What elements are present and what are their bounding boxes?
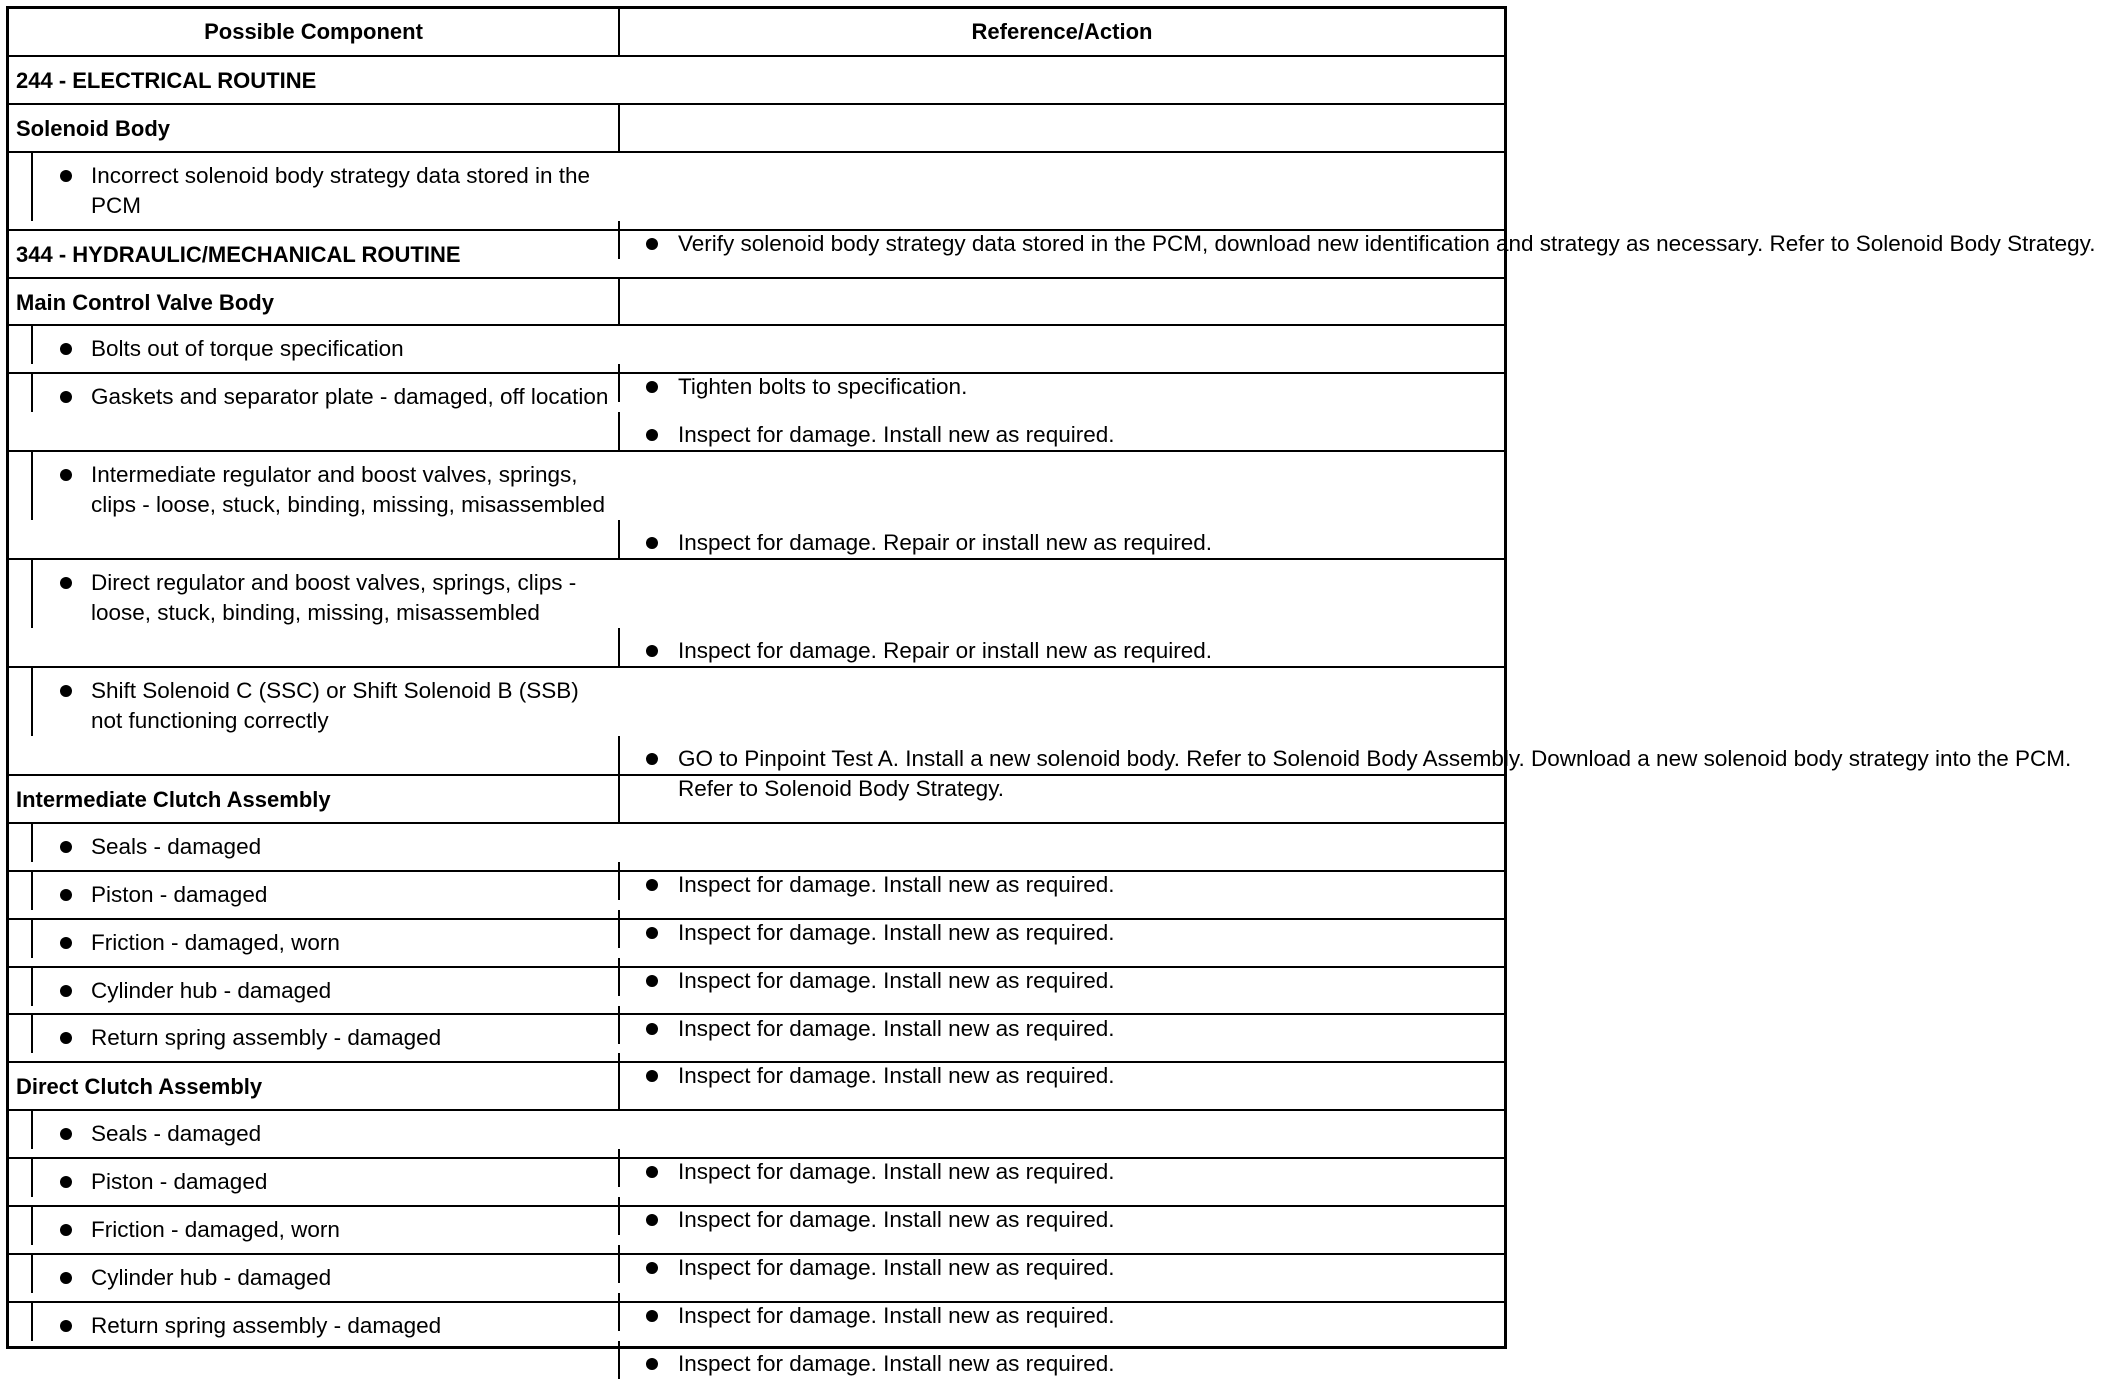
- bullet-icon: [646, 645, 658, 657]
- indent-cell: [9, 1255, 31, 1301]
- action-cell: [618, 628, 2113, 666]
- component-cell: [31, 968, 618, 1006]
- action-cell: [618, 1341, 2113, 1379]
- indent-cell: [9, 920, 31, 966]
- bullet-icon: [60, 1320, 72, 1332]
- action-text: GO to Pinpoint Test A. Install a new solenoid body. Refer to Solenoid Body Assembly. Download a new solenoid body strategy into the PCM. Refer to Solenoid Body Strategy.: [678, 746, 2072, 801]
- component-text: Cylinder hub - damaged: [91, 1265, 332, 1290]
- action-text: Verify solenoid body strategy data stored in the PCM, download new identification and strategy as necessary. Refer to Solenoid Body Strategy.: [678, 231, 2096, 256]
- component-cell: [31, 1159, 618, 1197]
- component-cell: [31, 1111, 618, 1149]
- subsection-row: [9, 774, 1504, 822]
- action-text: Inspect for damage. Install new as required.: [678, 920, 1115, 945]
- bullet-icon: [60, 1224, 72, 1236]
- action-text: Inspect for damage. Install new as required.: [678, 872, 1115, 897]
- indent-cell: [9, 1303, 31, 1346]
- component-cell: [31, 1303, 618, 1341]
- component-cell: [31, 1015, 618, 1053]
- bullet-icon: [60, 577, 72, 589]
- subsection-row: [9, 1061, 1504, 1109]
- bullet-icon: [646, 429, 658, 441]
- action-text: Inspect for damage. Install new as required.: [678, 1207, 1115, 1232]
- action-text: Inspect for damage. Install new as required.: [678, 422, 1115, 447]
- indent-cell: [9, 824, 31, 870]
- component-text: Piston - damaged: [91, 882, 268, 907]
- indent-cell: [9, 1159, 31, 1205]
- indent-cell: [9, 668, 31, 774]
- component-text: Incorrect solenoid body strategy data stored in the PCM: [91, 163, 591, 218]
- action-text: Inspect for damage. Install new as required.: [678, 1303, 1115, 1328]
- component-cell: [31, 920, 618, 958]
- section-title: 244 - ELECTRICAL ROUTINE: [16, 68, 317, 93]
- empty-action-cell: [618, 279, 1504, 324]
- component-text: Friction - damaged, worn: [91, 1217, 340, 1242]
- bullet-icon: [60, 985, 72, 997]
- subsection-title: Direct Clutch Assembly: [16, 1074, 263, 1099]
- table-row: [9, 450, 1504, 558]
- empty-action-cell: [618, 105, 1504, 151]
- component-cell: [31, 1207, 618, 1245]
- section-row: [9, 55, 1504, 103]
- table-row: [9, 558, 1504, 666]
- bullet-icon: [646, 753, 658, 765]
- action-text: Inspect for damage. Install new as required.: [678, 968, 1115, 993]
- component-text: Seals - damaged: [91, 1121, 262, 1146]
- empty-action-cell: [618, 776, 1504, 822]
- table-row: [9, 372, 1504, 450]
- component-cell: [31, 153, 618, 221]
- action-text: Inspect for damage. Repair or install new as required.: [678, 638, 1213, 663]
- table-header-row: [9, 9, 1504, 55]
- indent-cell: [9, 1111, 31, 1157]
- component-cell: [31, 824, 618, 862]
- indent-cell: [9, 326, 31, 372]
- header-reference-action: Reference/Action: [618, 9, 1504, 55]
- component-text: Return spring assembly - damaged: [91, 1025, 442, 1050]
- component-text: Intermediate regulator and boost valves, springs, clips - loose, stuck, binding, missing, misassembled: [91, 462, 605, 517]
- component-text: Return spring assembly - damaged: [91, 1313, 442, 1338]
- component-text: Cylinder hub - damaged: [91, 978, 332, 1003]
- component-cell: [31, 326, 618, 364]
- subsection-title: Intermediate Clutch Assembly: [16, 787, 331, 812]
- component-text: Piston - damaged: [91, 1169, 268, 1194]
- indent-cell: [9, 1015, 31, 1061]
- action-text: Inspect for damage. Install new as required.: [678, 1063, 1115, 1088]
- bullet-icon: [646, 537, 658, 549]
- action-cell: [618, 412, 2113, 450]
- action-text: Inspect for damage. Install new as required.: [678, 1255, 1115, 1280]
- component-cell: [31, 374, 618, 412]
- action-text: Tighten bolts to specification.: [678, 374, 968, 399]
- component-cell: [31, 872, 618, 910]
- subsection-title: Solenoid Body: [16, 116, 170, 141]
- bullet-icon: [60, 469, 72, 481]
- component-cell: [31, 452, 618, 520]
- bullet-icon: [60, 1032, 72, 1044]
- component-text: Gaskets and separator plate - damaged, off location: [91, 384, 609, 409]
- table-row: [9, 1301, 1504, 1376]
- section-title: 344 - HYDRAULIC/MECHANICAL ROUTINE: [16, 242, 461, 267]
- bullet-icon: [60, 343, 72, 355]
- subsection-row: [9, 103, 1504, 151]
- indent-cell: [9, 374, 31, 450]
- indent-cell: [9, 1207, 31, 1253]
- bullet-icon: [60, 889, 72, 901]
- indent-cell: [9, 872, 31, 918]
- component-cell: [31, 1255, 618, 1293]
- indent-cell: [9, 153, 31, 229]
- bullet-icon: [60, 841, 72, 853]
- component-cell: [31, 668, 618, 736]
- section-row: [9, 229, 1504, 277]
- component-text: Friction - damaged, worn: [91, 930, 340, 955]
- bullet-icon: [60, 1128, 72, 1140]
- bullet-icon: [60, 1176, 72, 1188]
- indent-cell: [9, 452, 31, 558]
- subsection-title: Main Control Valve Body: [16, 290, 274, 315]
- action-text: Inspect for damage. Install new as required.: [678, 1351, 1115, 1376]
- bullet-icon: [646, 1358, 658, 1370]
- component-text: Bolts out of torque specification: [91, 336, 404, 361]
- component-cell: [31, 560, 618, 628]
- subsection-row: [9, 277, 1504, 324]
- bullet-icon: [60, 391, 72, 403]
- action-cell: [618, 520, 2113, 558]
- component-text: Shift Solenoid C (SSC) or Shift Solenoid B (SSB) not functioning correctly: [91, 678, 579, 733]
- bullet-icon: [60, 685, 72, 697]
- header-possible-component: Possible Component: [204, 19, 423, 44]
- empty-action-cell: [618, 1063, 1504, 1109]
- action-text: Inspect for damage. Install new as required.: [678, 1016, 1115, 1041]
- action-text: Inspect for damage. Repair or install new as required.: [678, 530, 1213, 555]
- indent-cell: [9, 560, 31, 666]
- diagnostic-table: [6, 6, 2096, 1376]
- bullet-icon: [60, 170, 72, 182]
- action-text: Inspect for damage. Install new as required.: [678, 1159, 1115, 1184]
- bullet-icon: [60, 937, 72, 949]
- bullet-icon: [60, 1272, 72, 1284]
- component-text: Direct regulator and boost valves, springs, clips - loose, stuck, binding, missing, misassembled: [91, 570, 577, 625]
- component-text: Seals - damaged: [91, 834, 262, 859]
- indent-cell: [9, 968, 31, 1013]
